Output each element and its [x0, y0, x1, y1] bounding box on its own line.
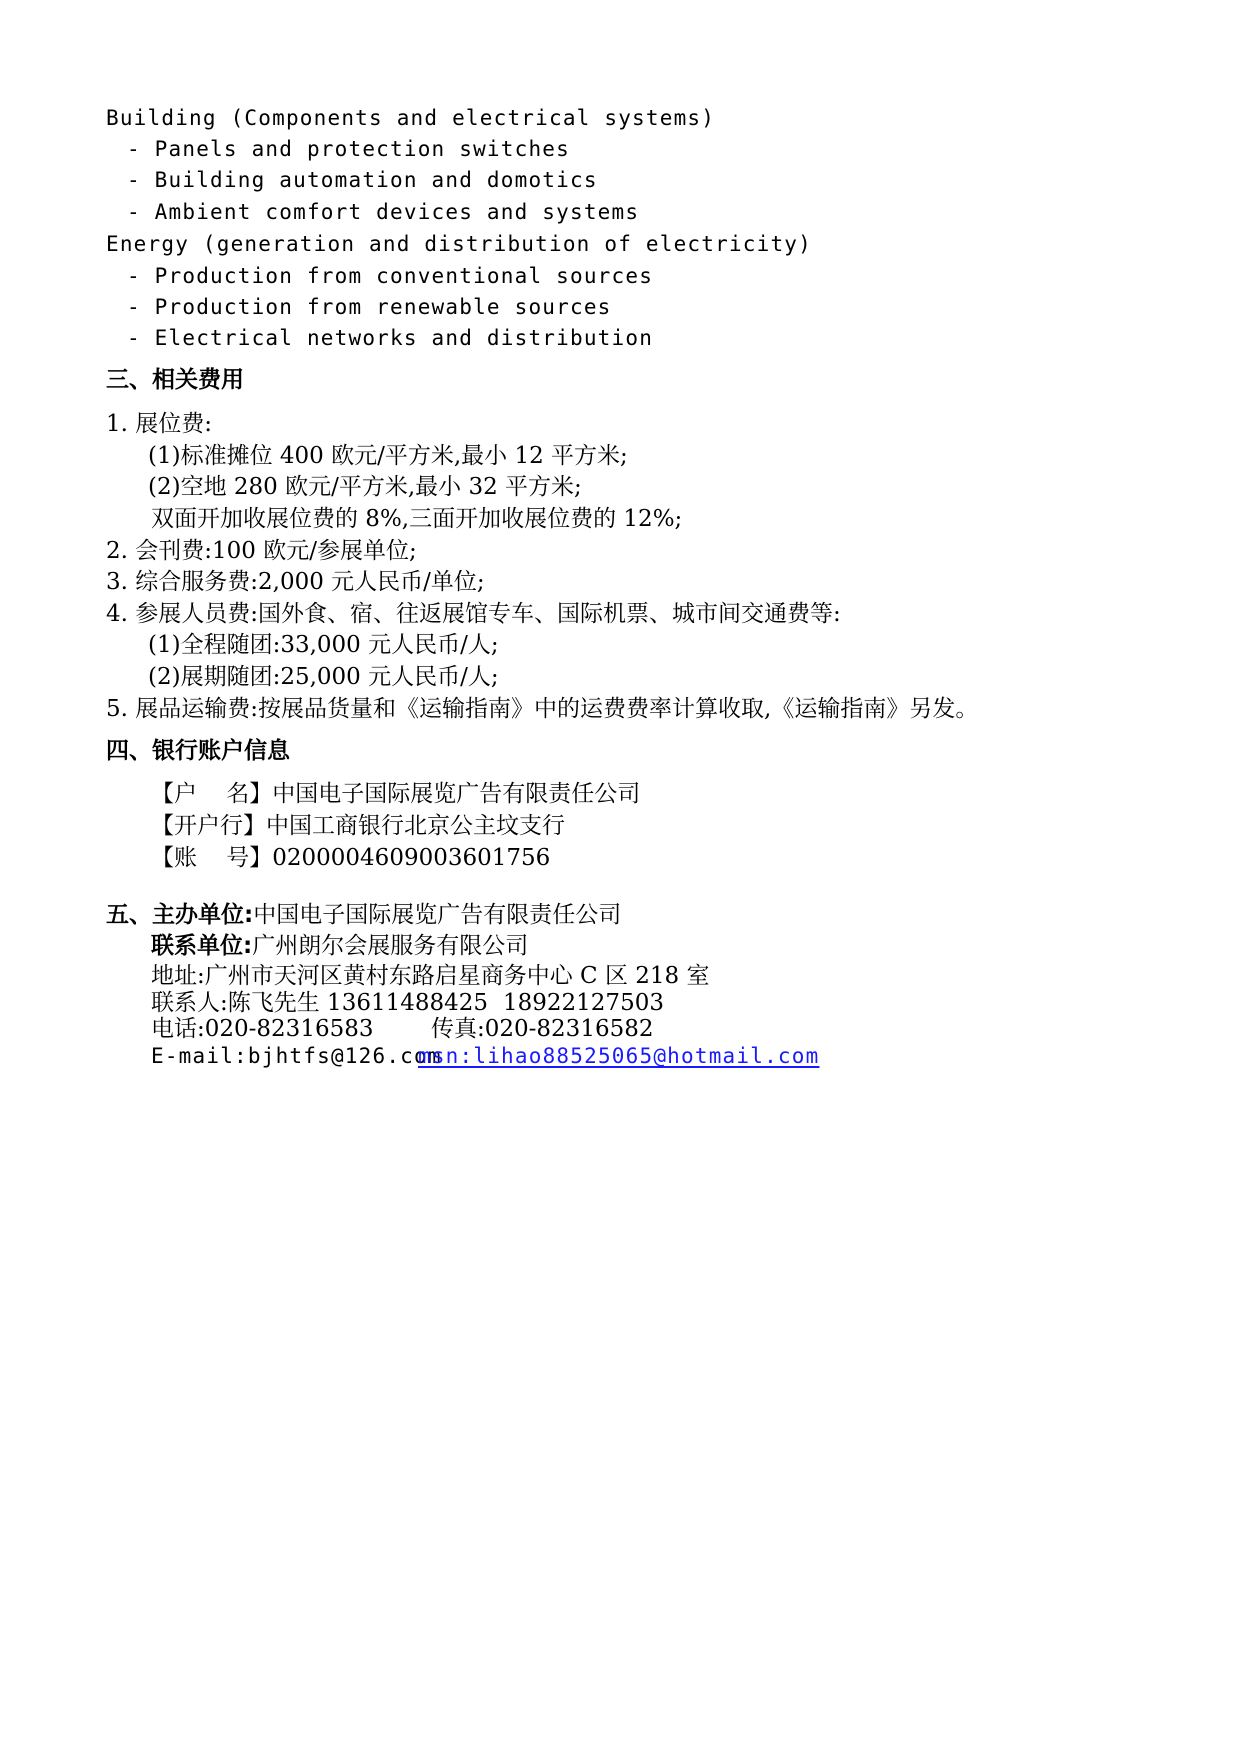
address-line: 地址:广州市天河区黄村东路启星商务中心 C 区 218 室 — [151, 963, 710, 989]
fees-heading: 三、相关费用 — [106, 367, 244, 393]
energy-item: - Electrical networks and distribution — [127, 326, 654, 350]
energy-heading: Energy (generation and distribution of electricity) — [106, 232, 812, 256]
energy-item: - Production from conventional sources — [127, 264, 654, 288]
bank-heading: 四、银行账户信息 — [106, 738, 290, 764]
organizer-row — [106, 900, 621, 930]
fee-item: (2)展期随团:25,000 元人民币/人; — [148, 664, 499, 690]
energy-item: - Production from renewable sources — [127, 295, 612, 319]
fee-item: (1)标准摊位 400 欧元/平方米,最小 12 平方米; — [148, 443, 628, 469]
bank-account-row — [151, 843, 550, 873]
fax-line: 传真:020-82316582 — [431, 1016, 654, 1042]
contact-unit-value: 广州朗尔会展服务有限公司 — [252, 933, 529, 959]
fee-item: 2. 会刊费:100 欧元/参展单位; — [106, 538, 417, 564]
bank-name-value: 中国电子国际展览广告有限责任公司 — [272, 781, 641, 807]
phone-line: 电话:020-82316583 — [151, 1016, 374, 1042]
fee-item: 4. 参展人员费:国外食、宿、往返展馆专车、国际机票、城市间交通费等: — [106, 601, 841, 627]
bank-name-row — [151, 779, 640, 809]
building-item: - Panels and protection switches — [127, 137, 570, 161]
bank-branch-label: 【开户行】 — [151, 813, 266, 839]
contact-unit-row — [151, 931, 528, 961]
bank-account-value: 0200004609003601756 — [272, 845, 551, 871]
fee-item: 3. 综合服务费:2,000 元人民币/单位; — [106, 569, 485, 595]
bank-branch-value: 中国工商银行北京公主坟支行 — [266, 813, 565, 839]
msn-link[interactable]: msn:lihao88525065@hotmail.com — [418, 1044, 820, 1068]
fee-item: 1. 展位费: — [106, 411, 213, 437]
bank-branch-row — [151, 811, 565, 841]
contact-unit-label: 联系单位: — [151, 933, 253, 959]
fee-item: 双面开加收展位费的 8%,三面开加收展位费的 12%; — [151, 506, 683, 532]
fee-item: (2)空地 280 欧元/平方米,最小 32 平方米; — [148, 474, 582, 500]
building-heading: Building (Components and electrical systems) — [106, 106, 716, 130]
contact-person-phone2: 18922127503 — [503, 990, 664, 1016]
contact-person: 联系人:陈飞先生 13611488425 — [151, 990, 489, 1016]
email-line: E-mail:bjhtfs@126.com — [151, 1044, 442, 1068]
bank-name-label: 【户 名】 — [151, 781, 273, 807]
organizer-value: 中国电子国际展览广告有限责任公司 — [253, 902, 622, 928]
bank-account-label: 【账 号】 — [151, 845, 273, 871]
organizer-heading: 五、主办单位: — [106, 902, 254, 928]
building-item: - Building automation and domotics — [127, 168, 598, 192]
fee-item: (1)全程随团:33,000 元人民币/人; — [148, 632, 499, 658]
building-item: - Ambient comfort devices and systems — [127, 200, 640, 224]
fee-item: 5. 展品运输费:按展品货量和《运输指南》中的运费费率计算收取,《运输指南》另发。 — [106, 696, 979, 722]
